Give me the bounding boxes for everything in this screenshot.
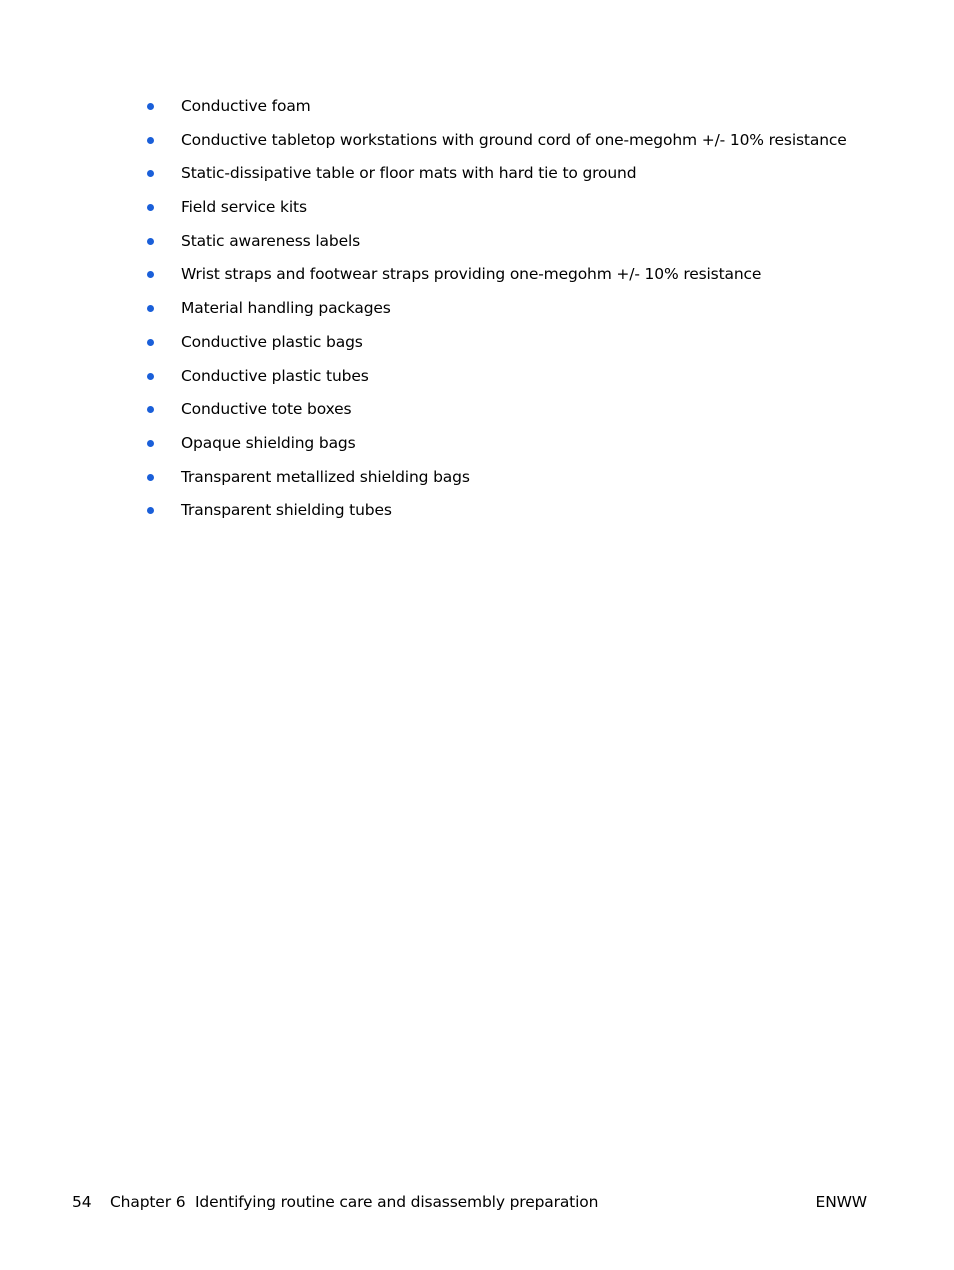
- list-item: [0, 162, 954, 196]
- page-footer: [0, 1191, 954, 1215]
- bullet-dot-icon: [147, 406, 154, 413]
- list-item: [0, 466, 954, 500]
- list-item: [0, 331, 954, 365]
- list-item: [0, 365, 954, 399]
- bullet-dot-icon: [147, 204, 154, 211]
- bullet-dot-icon: [147, 474, 154, 481]
- list-item-text: Conductive plastic bags: [181, 332, 363, 351]
- bullet-dot-icon: [147, 339, 154, 346]
- footer-page-number: 54: [72, 1193, 92, 1211]
- bullet-dot-icon: [147, 238, 154, 245]
- list-item-text: Wrist straps and footwear straps providing one-megohm +/- 10% resistance: [181, 265, 762, 284]
- list-item: [0, 196, 954, 230]
- list-item: [0, 432, 954, 466]
- bullet-dot-icon: [147, 373, 154, 380]
- bullet-dot-icon: [147, 137, 154, 144]
- bullet-dot-icon: [147, 103, 154, 110]
- list-item-text: Transparent metallized shielding bags: [181, 467, 470, 486]
- bullet-dot-icon: [147, 271, 154, 278]
- bullet-dot-icon: [147, 305, 154, 312]
- list-item: [0, 297, 954, 331]
- bullet-dot-icon: [147, 440, 154, 447]
- list-item: [0, 230, 954, 264]
- list-item: [0, 499, 954, 533]
- list-item-text: Material handling packages: [181, 299, 391, 318]
- list-item-text: Opaque shielding bags: [181, 433, 356, 452]
- list-item-text: Conductive tabletop workstations with ground cord of one-megohm +/- 10% resistance: [181, 130, 847, 149]
- list-item-text: Transparent shielding tubes: [181, 501, 392, 520]
- list-item-text: Conductive tote boxes: [181, 400, 352, 419]
- list-item: [0, 95, 954, 129]
- list-item: [0, 263, 954, 297]
- footer-chapter-title: Identifying routine care and disassembly preparation: [195, 1193, 599, 1211]
- bullet-dot-icon: [147, 170, 154, 177]
- footer-chapter: Chapter 6: [110, 1193, 186, 1211]
- list-item-text: Conductive plastic tubes: [181, 366, 369, 385]
- list-item-text: Static awareness labels: [181, 231, 361, 250]
- footer-right-label: ENWW: [815, 1193, 867, 1211]
- list-item: [0, 129, 954, 163]
- bullet-dot-icon: [147, 507, 154, 514]
- bullet-list: [0, 95, 954, 533]
- list-item-text: Conductive foam: [181, 97, 311, 115]
- list-item-text: Field service kits: [181, 198, 307, 217]
- list-item: [0, 398, 954, 432]
- list-item-text: Static-dissipative table or floor mats with hard tie to ground: [181, 164, 637, 183]
